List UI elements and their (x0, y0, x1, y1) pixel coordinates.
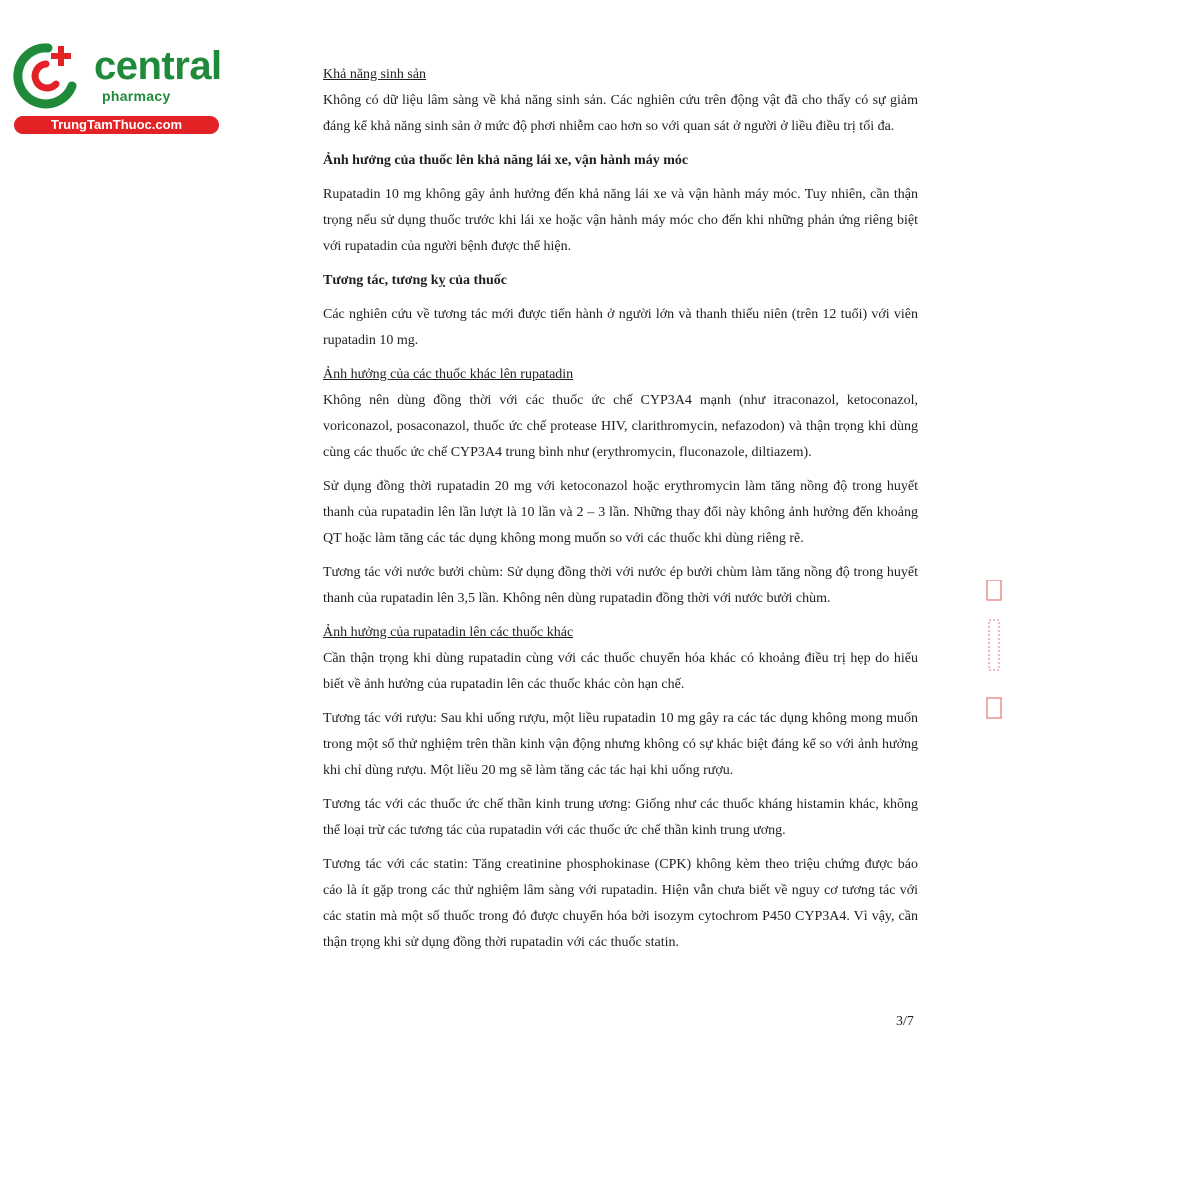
logo-sub-text: pharmacy (102, 88, 171, 104)
subsection-heading-rupatadin-effects: Ảnh hưởng của rupatadin lên các thuốc khác (323, 625, 574, 640)
page-number: 3/7 (896, 1014, 914, 1029)
paragraph: Tương tác với các thuốc ức chế thần kinh trung ương: Giống như các thuốc kháng histamin khác, không thể loại trừ các tương tác của rupatadin với các thuốc ức chế thần kinh trung ương. (323, 797, 918, 838)
paragraph: Các nghiên cứu về tương tác mới được tiến hành ở người lớn và thanh thiếu niên (trên 12 tuổi) với viên rupatadin 10 mg. (323, 307, 918, 348)
logo-banner: TrungTamThuoc.com (14, 116, 219, 134)
paragraph: Không nên dùng đồng thời với các thuốc ức chế CYP3A4 mạnh (như itraconazol, ketoconazol, voriconazol, posaconazol, thuốc ức chế protease HIV, clarithromycin, nefazodon) và thận trọng khi dùng cùng các thuốc ức chế CYP3A4 trung bình như (erythromycin, fluconazole, diltiazem). (323, 393, 918, 460)
logo-brand-text: central (94, 44, 222, 88)
section-heading-fertility: Khả năng sinh sản (323, 67, 427, 82)
paragraph: Tương tác với các statin: Tăng creatinine phosphokinase (CPK) không kèm theo triệu chứng được báo cáo là ít gặp trong các thử nghiệm lâm sàng với rupatadin. Hiện vẫn chưa biết về nguy cơ tương tác với các statin mà một số thuốc trong đó được chuyển hóa bởi isozym cytochrom P450 CYP3A4. Vì vậy, cần thận trọng khi sử dụng đồng thời rupatadin với các thuốc statin. (323, 857, 918, 950)
central-pharmacy-logo-icon (10, 40, 80, 110)
subsection-heading-other-drugs: Ảnh hưởng của các thuốc khác lên rupatadin (323, 367, 574, 382)
paragraph: Không có dữ liệu lâm sàng về khả năng sinh sản. Các nghiên cứu trên động vật đã cho thấy có sự giảm đáng kể khả năng sinh sản ở mức độ phơi nhiễm cao hơn so với quan sát ở người ở liều điều trị tối đa. (323, 93, 918, 134)
section-heading-driving: Ảnh hưởng của thuốc lên khả năng lái xe, vận hành máy móc (323, 153, 689, 168)
paragraph: Sử dụng đồng thời rupatadin 20 mg với ketoconazol hoặc erythromycin làm tăng nồng độ trong huyết thanh của rupatadin lên lần lượt là 10 lần và 2 – 3 lần. Những thay đổi này không ảnh hưởng đến khoảng QT hoặc làm tăng các tác dụng không mong muốn so với các thuốc khi dùng riêng rẽ. (323, 479, 918, 546)
site-logo[interactable] (10, 38, 222, 138)
paragraph: Rupatadin 10 mg không gây ảnh hưởng đến khả năng lái xe và vận hành máy móc. Tuy nhiên, cần thận trọng nếu sử dụng thuốc trước khi lái xe hoặc vận hành máy móc cho đến khi những phản ứng riêng biệt với rupatadin của người bệnh được thể hiện. (323, 187, 918, 254)
paragraph: Cần thận trọng khi dùng rupatadin cùng với các thuốc chuyển hóa khác có khoảng điều trị hẹp do hiểu biết về ảnh hưởng của rupatadin lên các thuốc khác còn hạn chế. (323, 651, 918, 692)
section-heading-interactions: Tương tác, tương kỵ của thuốc (323, 273, 507, 288)
document-body (323, 62, 918, 956)
paragraph: Tương tác với rượu: Sau khi uống rượu, một liều rupatadin 10 mg gây ra các tác dụng không mong muốn trong một số thử nghiệm trên thần kinh vận động nhưng không có sự khác biệt đáng kể so với ảnh hưởng khi chỉ dùng rượu. Một liều 20 mg sẽ làm tăng các tác hại khi uống rượu. (323, 711, 918, 778)
side-stamp (984, 580, 1004, 723)
paragraph: Tương tác với nước bưởi chùm: Sử dụng đồng thời với nước ép bưởi chùm làm tăng nồng độ trong huyết thanh của rupatadin lên 3,5 lần. Không nên dùng rupatadin đồng thời với nước bưởi chùm. (323, 565, 918, 606)
